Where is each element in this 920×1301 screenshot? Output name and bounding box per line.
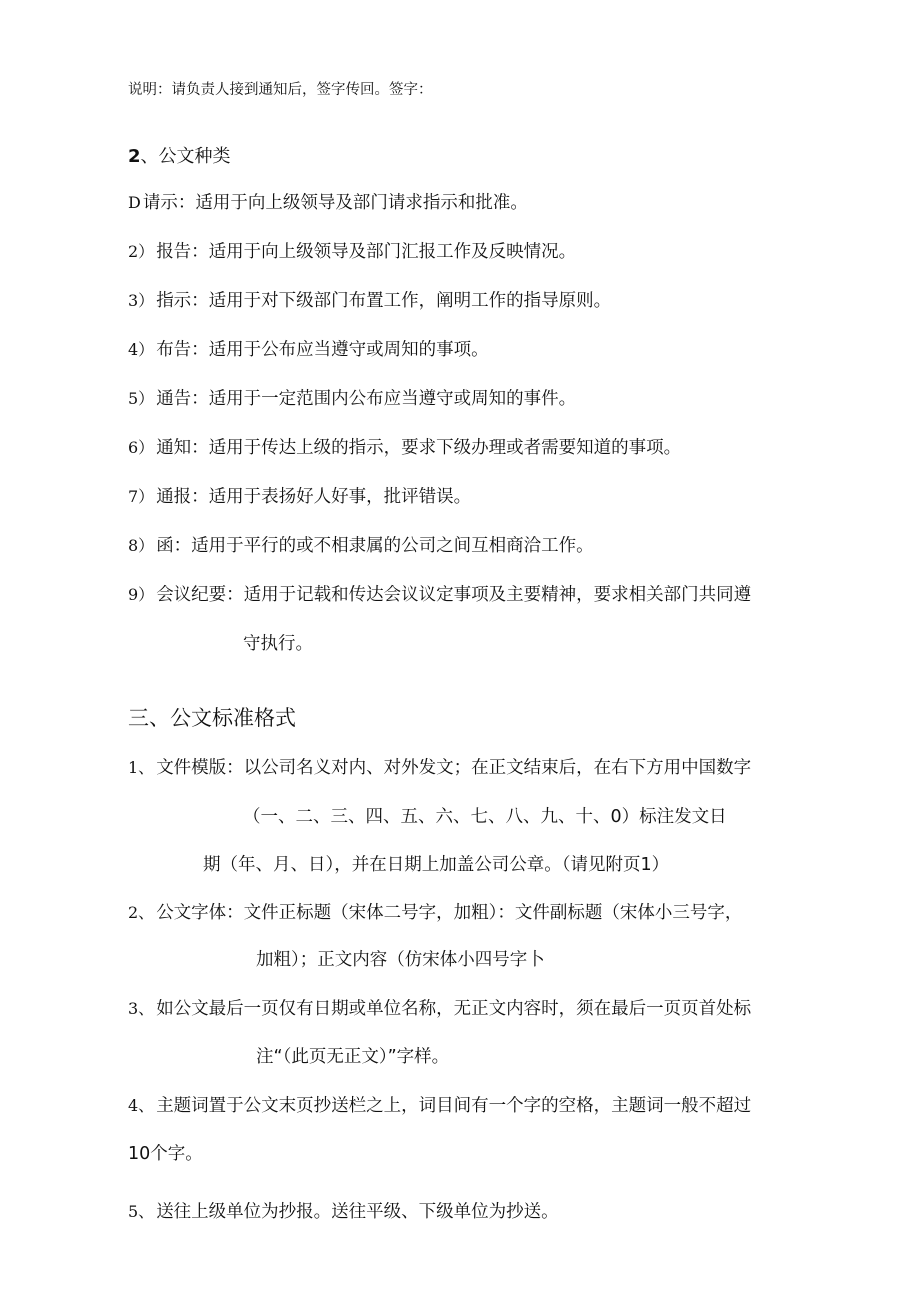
list-item-number: 9）: [128, 585, 155, 604]
list-item: [128, 485, 471, 509]
list-item-continuation: （一、二、三、四、五、六、七、八、九、十、0）标注发文日: [243, 807, 727, 827]
list-item-text: 会议纪要：适用于记载和传达会议议定事项及主要精神，要求相关部门共同遵: [156, 585, 752, 605]
list-item-continuation: 期（年、月、日），并在日期上加盖公司公章。（请见附页1）: [203, 855, 670, 875]
list-item-text: 函：适用于平行的或不相隶属的公司之间互相商洽工作。: [156, 536, 594, 556]
section-2-title: 、公文种类: [140, 146, 231, 167]
list-item: [128, 387, 576, 411]
list-item-number: D: [128, 193, 141, 212]
list-item: [128, 191, 528, 215]
list-item-number: 7）: [128, 487, 155, 506]
list-item: [128, 997, 751, 1021]
list-item-text: 公文字体：文件正标题（宋体二号字，加粗）：文件副标题（宋体小三号字，: [156, 903, 743, 923]
list-item-continuation: 10个字。: [128, 1144, 203, 1164]
list-item: [128, 240, 576, 264]
list-item-text: 主题词置于公文末页抄送栏之上，词目间有一个字的空格，主题词一般不超过: [156, 1096, 752, 1116]
section-2-heading: [128, 145, 231, 169]
list-item-number: 2）: [128, 242, 155, 261]
signature-note: 说明：请负责人接到通知后，签字传回。签字：: [128, 82, 433, 98]
section-3-heading: 三、公文标准格式: [128, 706, 296, 730]
list-item-number: 8）: [128, 536, 155, 555]
list-item-number: 3、: [128, 999, 155, 1018]
list-item-text: 如公文最后一页仅有日期或单位名称，无正文内容时，须在最后一页页首处标: [156, 999, 752, 1019]
list-item: [128, 534, 594, 558]
list-item-text: 通告：适用于一定范围内公布应当遵守或周知的事件。: [156, 389, 577, 409]
list-item-text: 通报：适用于表扬好人好事，批评错误。: [156, 487, 472, 507]
list-item-text: 通知：适用于传达上级的指示，要求下级办理或者需要知道的事项。: [156, 438, 682, 458]
list-item: [128, 1200, 559, 1224]
list-item: [128, 338, 489, 362]
list-item-number: 3）: [128, 291, 155, 310]
list-item-continuation: 守执行。: [243, 634, 313, 654]
list-item-number: 5、: [128, 1202, 155, 1221]
list-item-text: 布告：适用于公布应当遵守或周知的事项。: [156, 340, 489, 360]
list-item: [128, 901, 742, 925]
list-item-text: 指示：适用于对下级部门布置工作，阐明工作的指导原则。: [156, 291, 612, 311]
list-item-continuation: 加粗）；正文内容（仿宋体小四号字卜: [256, 950, 545, 970]
list-item: [128, 436, 681, 460]
section-2-number: 2: [128, 146, 141, 167]
list-item-number: 5）: [128, 389, 155, 408]
list-item-number: 1、: [128, 758, 155, 777]
list-item: [128, 756, 751, 780]
list-item-text: 送往上级单位为抄报。送往平级、下级单位为抄送。: [156, 1202, 559, 1222]
list-item-continuation: 注“（此页无正文）”字样。: [256, 1047, 450, 1067]
list-item: [128, 289, 611, 313]
list-item-number: 4）: [128, 340, 155, 359]
list-item: [128, 1094, 751, 1118]
list-item-number: 6）: [128, 438, 155, 457]
list-item-number: 2、: [128, 903, 155, 922]
list-item-text: 文件模版：以公司名义对内、对外发文；在正文结束后，在右下方用中国数字: [156, 758, 752, 778]
list-item-number: 4、: [128, 1096, 155, 1115]
list-item-text: 请示：适用于向上级领导及部门请求指示和批准。: [142, 193, 528, 213]
list-item: [128, 583, 751, 607]
list-item-text: 报告：适用于向上级领导及部门汇报工作及反映情况。: [156, 242, 577, 262]
